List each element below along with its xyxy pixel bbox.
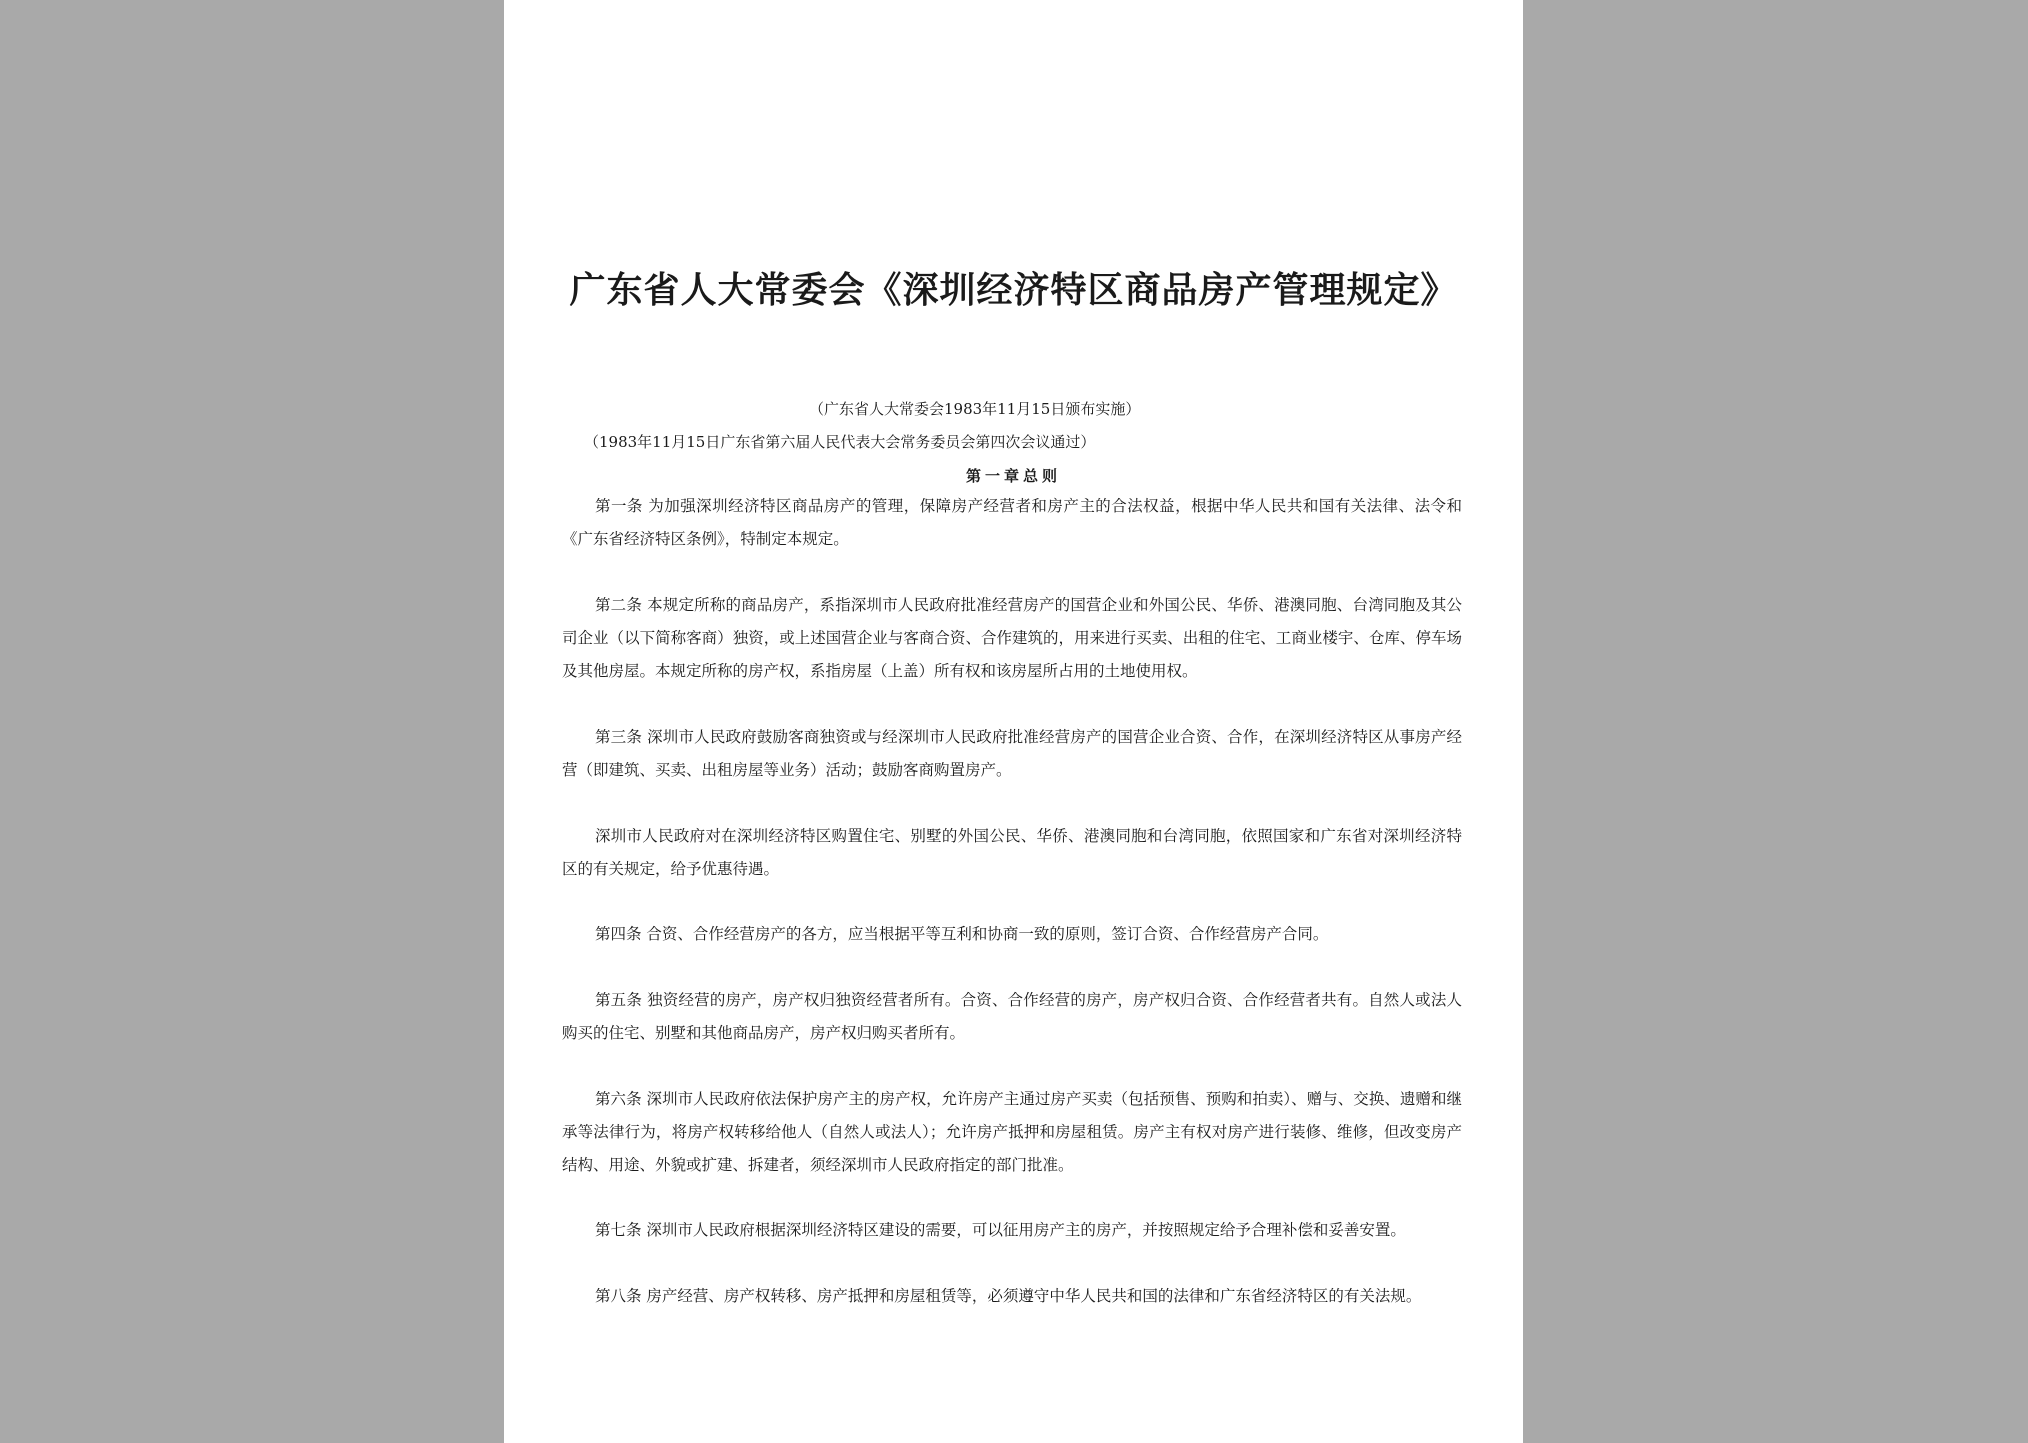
adoption-note: （1983年11月15日广东省第六届人民代表大会常务委员会第四次会议通过） <box>584 433 1096 451</box>
article-7: 第七条 深圳市人民政府根据深圳经济特区建设的需要，可以征用房产主的房产，并按照规定给予合理补偿和妥善安置。 <box>595 1221 1406 1239</box>
chapter-heading: 第一章总则 <box>965 467 1061 485</box>
document-page <box>504 0 1523 1443</box>
article-3-supplement: 深圳市人民政府对在深圳经济特区购置住宅、别墅的外国公民、华侨、港澳同胞和台湾同胞，依照国家和广东省对深圳经济特区的有关规定，给予优惠待遇。 <box>562 827 1462 878</box>
promulgation-note: （广东省人大常委会1983年11月15日颁布实施） <box>809 400 1141 418</box>
article-8: 第八条 房产经营、房产权转移、房产抵押和房屋租赁等，必须遵守中华人民共和国的法律和广东省经济特区的有关法规。 <box>595 1287 1422 1305</box>
article-5: 第五条 独资经营的房产，房产权归独资经营者所有。合资、合作经营的房产，房产权归合资、合作经营者共有。自然人或法人购买的住宅、别墅和其他商品房产，房产权归购买者所有。 <box>562 991 1462 1042</box>
article-3: 第三条 深圳市人民政府鼓励客商独资或与经深圳市人民政府批准经营房产的国营企业合资、合作，在深圳经济特区从事房产经营（即建筑、买卖、出租房屋等业务）活动；鼓励客商购置房产。 <box>562 728 1462 779</box>
document-title: 广东省人大常委会《深圳经济特区商品房产管理规定》 <box>569 269 1458 311</box>
article-2: 第二条 本规定所称的商品房产，系指深圳市人民政府批准经营房产的国营企业和外国公民、华侨、港澳同胞、台湾同胞及其公司企业（以下简称客商）独资，或上述国营企业与客商合资、合作建筑的，用来进行买卖、出租的住宅、工商业楼宇、仓库、停车场及其他房屋。本规定所称的房产权，系指房屋（上盖）所有权和该房屋所占用的土地使用权。 <box>562 596 1462 680</box>
article-4: 第四条 合资、合作经营房产的各方，应当根据平等互利和协商一致的原则，签订合资、合作经营房产合同。 <box>595 925 1329 943</box>
article-6: 第六条 深圳市人民政府依法保护房产主的房产权，允许房产主通过房产买卖（包括预售、预购和拍卖）、赠与、交换、遗赠和继承等法律行为，将房产权转移给他人（自然人或法人）；允许房产抵押和房屋租赁。房产主有权对房产进行装修、维修，但改变房产结构、用途、外貌或扩建、拆建者，须经深圳市人民政府指定的部门批准。 <box>562 1090 1462 1174</box>
article-1: 第一条 为加强深圳经济特区商品房产的管理，保障房产经营者和房产主的合法权益，根据中华人民共和国有关法律、法令和《广东省经济特区条例》，特制定本规定。 <box>562 497 1462 548</box>
